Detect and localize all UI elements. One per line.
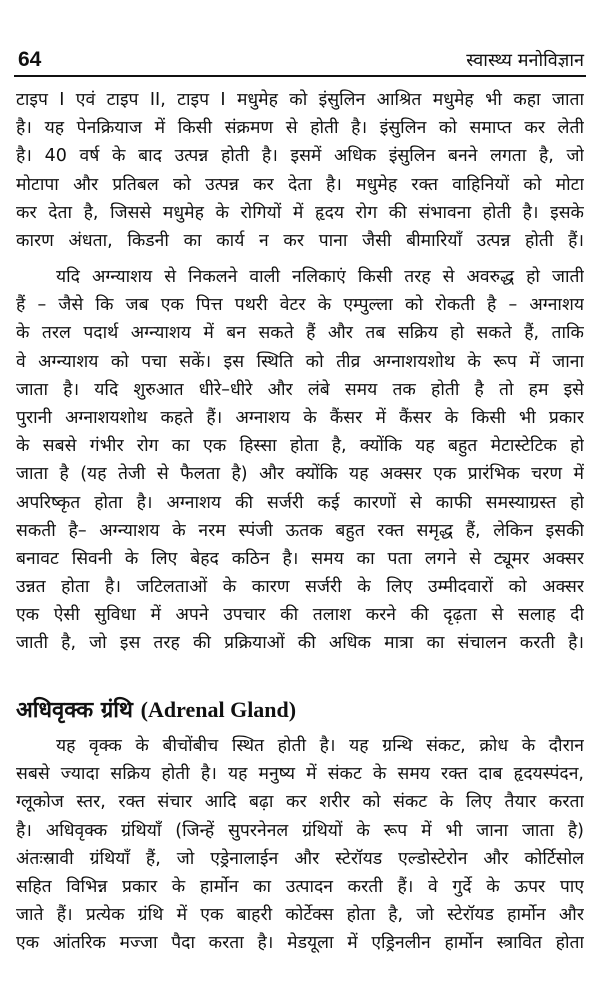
text-line: अंतःस्रावी ग्रंथियाँ हैं, जो एड्रेनालाईन और स्टेरॉयड एल्डोस्टेरोन और कोर्टिसोल (16, 848, 584, 869)
text-line: है। 40 वर्ष के बाद उत्पन्न होती है। इसमें अधिक इंसुलिन बनने लगता है, जो (16, 146, 584, 167)
text-line: कारण अंधता, किडनी का कार्य न कर पाना जैसी बीमारियाँ उत्पन्न होती हैं। (16, 230, 584, 251)
text-line: एक ऐसी सुविधा में अपने उपचार की तलाश करने की दृढ़ता से सलाह दी (16, 605, 584, 626)
text-line: के तरल पदार्थ अग्न्याशय में बन सकते हैं और तब सक्रिय हो सकते हैं, ताकि (16, 323, 584, 344)
text-line: जाता है। यदि शुरुआत धीरे–धीरे और लंबे समय तक होती है तो हम इसे (16, 379, 584, 400)
page-number: 64 (18, 48, 42, 71)
heading-english: (Adrenal Gland) (140, 697, 297, 722)
paragraph-2 (16, 263, 584, 658)
text-line: अपरिष्कृत होता है। अग्नाशय की सर्जरी कई कारणों से काफी समस्याग्रस्त हो (16, 492, 584, 513)
text-line: बनावट सिवनी के लिए बेहद कठिन है। समय का पता लगने से ट्यूमर अक्सर (16, 548, 584, 569)
text-line: हैं – जैसे कि जब एक पित्त पथरी वेटर के एम्पुल्ला को रोकती है – अग्नाशय (16, 295, 584, 316)
text-line: जाती है, जो इस तरह की प्रक्रियाओं की अधिक मात्रा का संचालन करती है। (16, 633, 584, 654)
text-line: ग्लूकोज स्तर, रक्त संचार आदि बढ़ा कर शरीर को संकट के लिए तैयार करता (16, 792, 584, 813)
text-line: सकती है– अग्न्याशय के नरम स्पंजी ऊतक बहुत रक्त समृद्ध हैं, लेकिन इसकी (16, 520, 584, 541)
text-line: टाइप I एवं टाइप II, टाइप I मधुमेह को इंसुलिन आश्रित मधुमेह भी कहा जाता (16, 90, 584, 110)
text-line: जाता है (यह तेजी से फैलता है) और क्योंकि यह अक्सर एक प्रारंभिक चरण में (16, 464, 584, 485)
paragraph-1 (16, 86, 584, 255)
running-title: स्वास्थ्य मनोविज्ञान (466, 50, 584, 71)
text-line: पुरानी अग्नाशयशोथ कहते हैं। अग्नाशय के कैंसर में कैंसर के किसी भी प्रकार (16, 407, 584, 428)
text-line: है। अधिवृक्क ग्रंथियाँ (जिन्हें सुपरनेनल ग्रंथियों के रूप में भी जाना जाता है) (16, 820, 584, 841)
text-line: के सबसे गंभीर रोग का एक हिस्सा होता है, क्योंकि यह बहुत मेटास्टेटिक हो (16, 436, 584, 457)
text-line: जाते हैं। प्रत्येक ग्रंथि में एक बाहरी कोर्टेक्स होता है, जो स्टेरॉयड हार्मोन और (16, 905, 584, 926)
heading-hindi: अधिवृक्क ग्रंथि (16, 698, 133, 723)
text-line: मोटापा और प्रतिबल को उत्पन्न कर देता है। मधुमेह रक्त वाहिनियों को मोटा (16, 174, 584, 195)
page-header (18, 44, 584, 72)
text-line: सहित विभिन्न प्रकार के हार्मोन का उत्पादन करती हैं। वे गुर्दे के ऊपर पाए (16, 876, 584, 897)
text-line: उन्नत होता है। जटिलताओं के कारण सर्जरी के लिए उम्मीदवारों को अक्सर (16, 577, 584, 598)
text-line: कर देता है, जिससे मधुमेह के रोगियों में हृदय रोग की संभावना होती है। इसके (16, 202, 584, 223)
text-line: यह वृक्क के बीचोंबीच स्थित होती है। यह ग्रन्थि संकट, क्रोध के दौरान (56, 736, 584, 756)
text-line: सबसे ज्यादा सक्रिय होती है। यह मनुष्य में संकट के समय रक्त दाब हृदयस्पंदन, (16, 764, 584, 785)
paragraph-3 (16, 732, 584, 958)
header-rule (14, 75, 586, 77)
text-line: यदि अग्न्याशय से निकलने वाली नलिकाएं किसी तरह से अवरुद्ध हो जाती (56, 267, 584, 287)
section-heading (16, 694, 296, 724)
text-line: है। यह पेनक्रियाज में किसी संक्रमण से होती है। इंसुलिन को समाप्त कर लेती (16, 118, 584, 139)
text-line: वे अग्न्याशय को पचा सकें। इस स्थिति को तीव्र अग्नाशयशोथ के रूप में जाना (16, 351, 584, 372)
text-line: एक आंतरिक मज्जा पैदा करता है। मेडयूला में एड्रिनलीन हार्मोन स्त्रावित होता (16, 933, 584, 954)
